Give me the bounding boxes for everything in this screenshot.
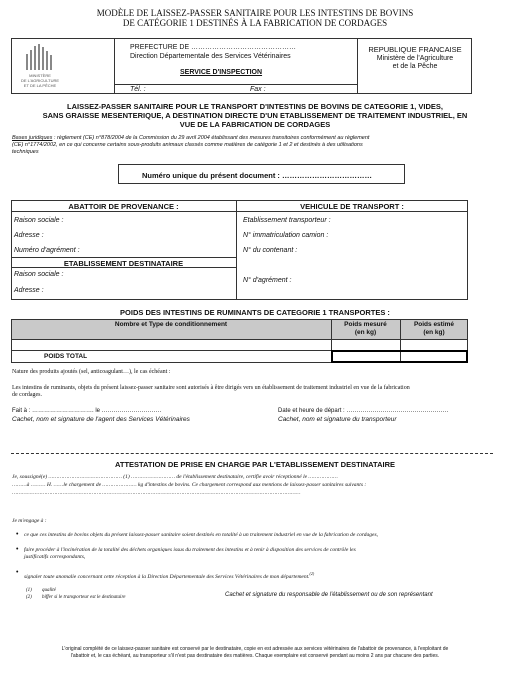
document-title-line1: MODÈLE DE LAISSEZ-PASSER SANITAIRE POUR LES INTESTINS DE BOVINS xyxy=(96,8,414,18)
footnote-2-num: (2) xyxy=(26,595,32,600)
section-separator xyxy=(11,453,493,454)
fait-a-line: Fait à : …………………………. le ………………………… xyxy=(12,408,162,414)
legal-basis-line3: techniques xyxy=(12,149,39,155)
fax-label: Fax : xyxy=(250,86,266,93)
destinataire-top-line xyxy=(11,257,236,258)
main-title-line2: SANS GRAISSE MESENTERIQUE, A DESTINATION DIRECTE D'UN ETABLISSEMENT DE TRAITEMENT INDUSTRIEL, EN xyxy=(42,111,468,120)
vehicule-heading: VEHICULE DE TRANSPORT : xyxy=(300,202,404,211)
weights-col-estime: Poids estimé xyxy=(413,321,455,328)
weights-col-estime-unit: (en kg) xyxy=(423,329,445,336)
legal-basis-text1: : règlement (CE) n°878/2004 de la Commission du 29 avril 2004 établissant des mesures transitoires conformément au règlement xyxy=(52,135,370,141)
destinataire-adresse: Adresse : xyxy=(14,287,44,294)
document-title-line2: DE CATÉGORIE 1 DESTINÉS À LA FABRICATION DE CORDAGES xyxy=(122,18,388,28)
direction-line: Direction Départementale des Services Vétérinaires xyxy=(130,53,291,60)
legal-basis-line2: (CE) n°1774/2002, en ce qui concerne certains sous-produits animaux classés comme matières de catégorie 1 et 2 et destinés à des utilisations xyxy=(12,142,363,148)
ministry-logo-icon xyxy=(20,42,60,72)
footnote-1-text: qualité xyxy=(42,588,56,593)
parties-header-line xyxy=(11,211,468,212)
bullet-1-icon: • xyxy=(16,531,19,538)
abattoir-agrement: Numéro d'agrément : xyxy=(14,247,80,254)
destinataire-raison: Raison sociale : xyxy=(14,271,64,278)
ministry-line2: et de la Pêche xyxy=(392,63,438,70)
ministry-line1: Ministère de l'Agriculture xyxy=(376,55,454,62)
engage-intro: Je m'engage à : xyxy=(12,518,47,524)
engage-item-3-sup: (2) xyxy=(309,571,315,576)
parties-divider xyxy=(236,200,237,300)
legal-basis-label: Bases juridiques xyxy=(12,135,53,141)
weights-header-line xyxy=(11,339,468,340)
attestation-heading: ATTESTATION DE PRISE EN CHARGE PAR L'ETABLISSEMENT DESTINATAIRE xyxy=(115,460,395,469)
legal-basis-line1 xyxy=(12,135,500,142)
engage-item-2a: faire procéder à l'incinération de la totalité des déchets organiques issus du traitement des intestins et à tenir à disposition des services de contrôle les xyxy=(24,547,356,553)
agent-signature-label: Cachet, nom et signature de l'agent des Services Vétérinaires xyxy=(12,416,190,423)
destinataire-heading: ETABLISSEMENT DESTINATAIRE xyxy=(63,259,184,268)
abattoir-raison: Raison sociale : xyxy=(14,217,64,224)
nature-produits: Nature des produits ajoutés (sel, anticoagulant…), le cas échéant : xyxy=(12,369,171,375)
unique-number-label: Numéro unique du présent document : ……………………………… xyxy=(142,171,373,180)
vehicule-contenant: N° du contenant : xyxy=(243,247,298,254)
ministry-logo xyxy=(20,42,60,72)
engage-item-3-text: signaler toute anomalie concernant cette réception à la Direction Départementale des Services Vétérinaires de mon département. xyxy=(24,573,310,580)
weights-total-label: POIDS TOTAL xyxy=(44,353,88,360)
service-inspection: SERVICE D'INSPECTION xyxy=(180,69,263,76)
authorization-line2: de cordages. xyxy=(12,392,42,398)
footer-line1: L'original complété de ce laissez-passer sanitaire est conservé par le destinataire, copie en est adressée aux services vétérinaires de l'abattoir de provenance, à l'exploitant de xyxy=(61,646,449,652)
attestation-line3: …………………………………………………………………………………………………………………………………………………………… xyxy=(12,490,301,496)
header-tel-line xyxy=(114,84,357,85)
logo-text-2: DE L'AGRICULTURE xyxy=(20,78,60,83)
engage-item-1: ce que ces intestins de bovins objets du présent laissez-passer sanitaire soient destinés en totalité à un traitement industriel en vue de la fabrication de cordages, xyxy=(24,532,378,538)
bullet-2-icon: • xyxy=(16,546,19,553)
abattoir-heading: ABATTOIR DE PROVENANCE : xyxy=(68,202,179,211)
vehicule-transporteur: Etablissement transporteur : xyxy=(243,217,331,224)
weights-col-conditionnement: Nombre et Type de conditionnement xyxy=(114,321,228,328)
attestation-line1: Je, soussigné(e) ……………………………………… (1) ……………………… de l'établissement destinataire, certifie avoir réceptionné le ……………… xyxy=(12,474,338,480)
engage-item-2b: justificatifs correspondants, xyxy=(24,554,86,560)
bullet-3-icon: • xyxy=(16,569,19,576)
responsable-signature-label: Cachet et signature du responsable de l'établissement ou de son représentant xyxy=(225,592,433,598)
weights-col-mesure: Poids mesuré xyxy=(344,321,387,328)
republic-label: REPUBLIQUE FRANCAISE xyxy=(368,45,462,54)
vehicule-immatriculation: N° immatriculation camion : xyxy=(243,232,329,239)
main-title-line3: VUE DE LA FABRICATION DE CORDAGES xyxy=(179,120,331,129)
transporteur-signature-label: Cachet, nom et signature du transporteur xyxy=(278,416,397,423)
authorization-line1: Les intestins de ruminants, objets du présent laissez-passer sanitaire sont autorisés à être dirigés vers un établissement de traitement industriel en vue de la fabrication xyxy=(12,385,410,391)
attestation-line2: ………à ……… H. ……le chargement de ………………… kg d'intestins de bovins. Ce chargement correspond aux mentions de laissez-passer sanitaires suivants : xyxy=(12,482,367,488)
prefecture-line: PREFECTURE DE ……………………………………… xyxy=(130,44,297,51)
header-divider-left xyxy=(114,38,115,94)
footnote-1-num: (1) xyxy=(26,588,32,593)
weights-col-mesure-unit: (en kg) xyxy=(354,329,377,336)
footnote-2-text: biffer si le transporteur est le destinataire xyxy=(42,595,126,600)
main-title-line1: LAISSEZ-PASSER SANITAIRE POUR LE TRANSPORT D'INTESTINS DE BOVINS DE CATEGORIE 1, VIDES, xyxy=(67,102,443,111)
tel-label: Tél. : xyxy=(130,86,146,93)
abattoir-adresse: Adresse : xyxy=(14,232,44,239)
logo-text-3: ET DE LA PÊCHE xyxy=(23,83,57,88)
logo-text-1: MINISTÈRE xyxy=(29,73,51,78)
engage-item-3 xyxy=(24,570,314,581)
weights-heading: POIDS DES INTESTINS DE RUMINANTS DE CATEGORIE 1 TRANSPORTES : xyxy=(120,308,390,317)
footer-line2: l'abattoir et, le cas échéant, au transporteur s'il n'est pas destinataire des matières. Chaque exemplaire est conservé pendant au moins 2 ans par chacune des parties. xyxy=(70,653,440,659)
destinataire-agrement: N° d'agrément : xyxy=(243,277,292,284)
weights-total-input[interactable] xyxy=(331,350,468,363)
depart-line: Date et heure de départ : …………………………………………… xyxy=(278,408,449,414)
